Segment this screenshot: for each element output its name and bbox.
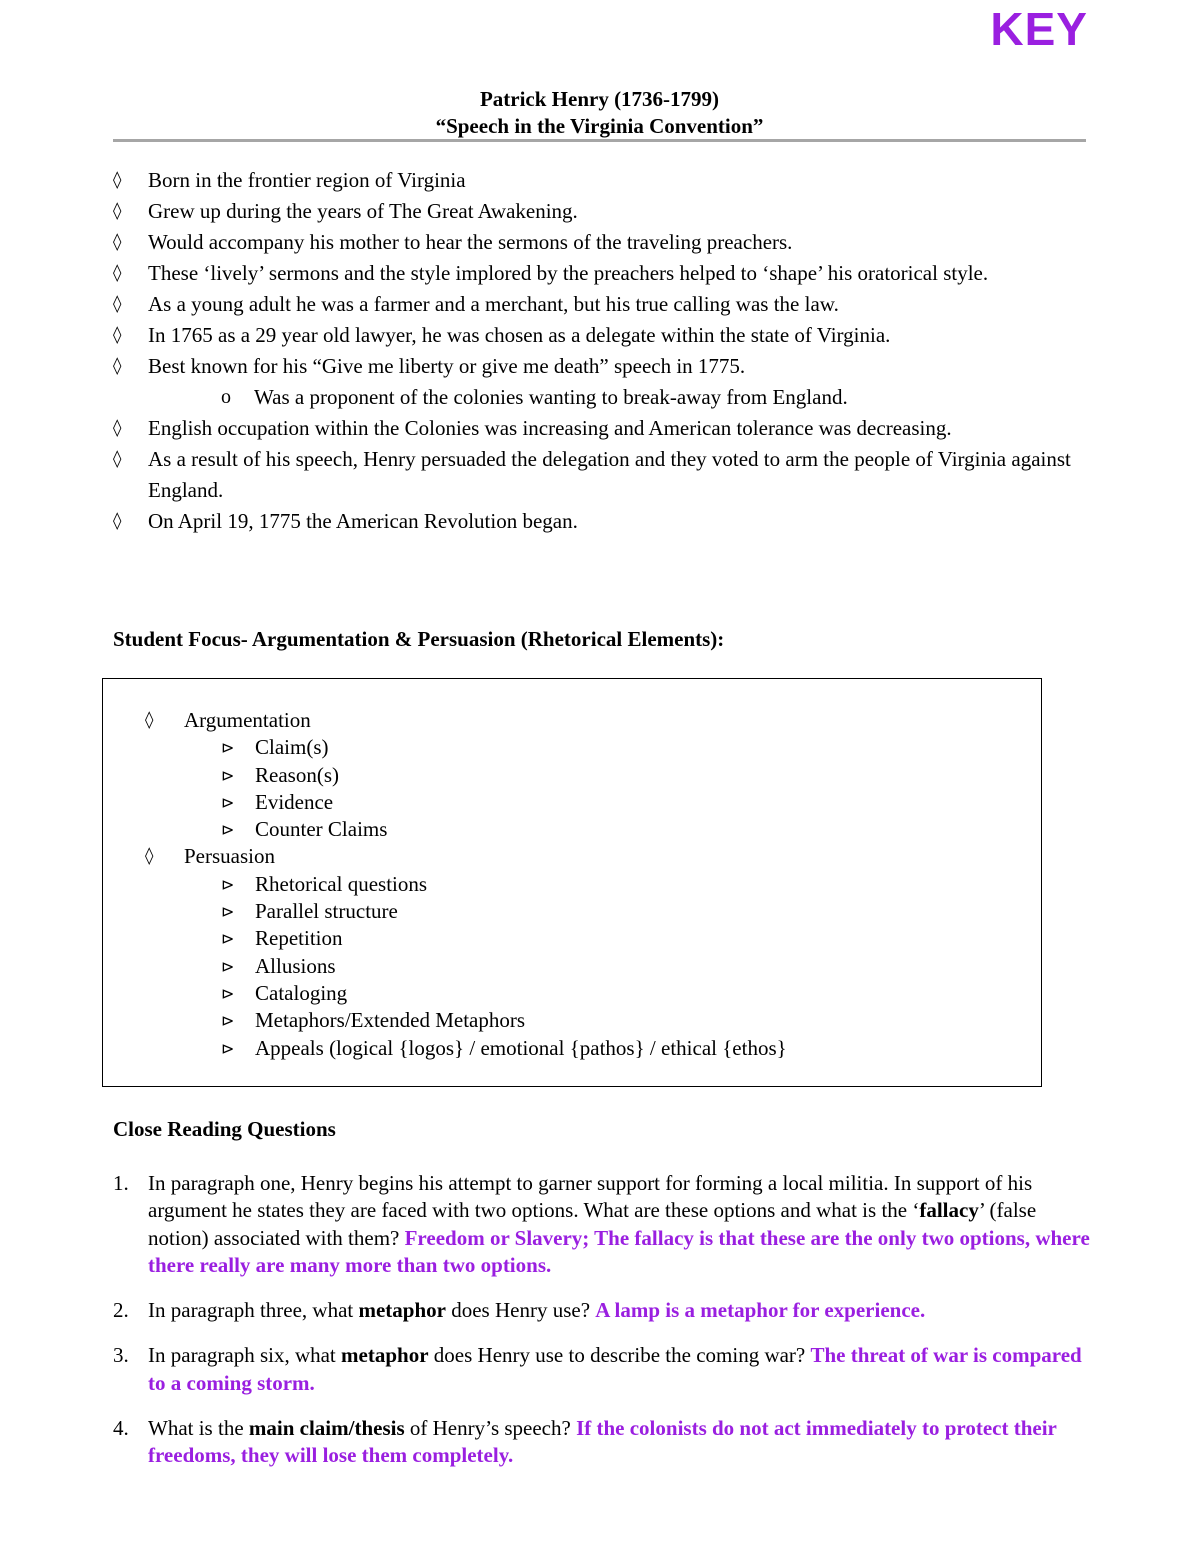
title-speech: “Speech in the Virginia Convention” bbox=[435, 114, 764, 138]
element-label: Allusions bbox=[255, 953, 336, 978]
bio-text: As a result of his speech, Henry persuaded the delegation and they voted to arm the people of Virginia against England. bbox=[148, 447, 1071, 502]
diamond-bullet-icon: ◊ bbox=[113, 325, 122, 345]
diamond-bullet-icon: ◊ bbox=[113, 449, 122, 469]
triangle-bullet-icon: ⊳ bbox=[221, 983, 235, 1003]
question-item bbox=[113, 1170, 1093, 1279]
biography-list bbox=[113, 165, 1093, 537]
triangle-bullet-icon: ⊳ bbox=[221, 738, 235, 758]
diamond-bullet-icon: ◊ bbox=[113, 356, 122, 376]
triangle-bullet-icon: ⊳ bbox=[221, 956, 235, 976]
bio-subitem bbox=[113, 382, 1093, 413]
category-label: Argumentation bbox=[184, 708, 311, 732]
bio-item bbox=[113, 444, 1093, 506]
element-item bbox=[145, 1007, 787, 1034]
element-item bbox=[145, 898, 787, 925]
element-item bbox=[145, 734, 787, 761]
student-focus-heading: Student Focus- Argumentation & Persuasion (Rhetorical Elements): bbox=[113, 627, 725, 651]
question-number: 4. bbox=[113, 1416, 129, 1441]
bio-text: These ‘lively’ sermons and the style implored by the preachers helped to ‘shape’ his oratorical style. bbox=[148, 261, 989, 285]
answer-text: The threat of war is compared to a coming storm. bbox=[148, 1343, 1082, 1395]
diamond-bullet-icon: ◊ bbox=[145, 846, 154, 867]
question-text: In paragraph one, Henry begins his attempt to garner support for forming a local militia. In support of his argument he states they are faced with two options. What are these options and what is the ‘ bbox=[148, 1171, 1033, 1223]
triangle-bullet-icon: ⊳ bbox=[221, 929, 235, 949]
answer-text: A lamp is a metaphor for experience. bbox=[595, 1298, 926, 1323]
bio-text: As a young adult he was a farmer and a merchant, but his true calling was the law. bbox=[148, 292, 839, 316]
bio-item bbox=[113, 413, 1093, 444]
answer-key-label: KEY bbox=[990, 3, 1088, 55]
answer-text: If the colonists do not act immediately to protect their freedoms, they will lose them completely. bbox=[148, 1416, 1057, 1468]
bio-item bbox=[113, 196, 1093, 227]
element-item bbox=[145, 925, 787, 952]
triangle-bullet-icon: ⊳ bbox=[221, 1038, 235, 1058]
bio-text: Best known for his “Give me liberty or give me death” speech in 1775. bbox=[148, 354, 746, 378]
triangle-bullet-icon: ⊳ bbox=[221, 902, 235, 922]
question-term: main claim/thesis bbox=[248, 1416, 405, 1441]
close-reading-heading: Close Reading Questions bbox=[113, 1117, 336, 1141]
triangle-bullet-icon: ⊳ bbox=[221, 792, 235, 812]
bio-item bbox=[113, 351, 1093, 382]
question-text: of Henry’s speech? bbox=[404, 1416, 577, 1441]
bio-text: Was a proponent of the colonies wanting to break-away from England. bbox=[254, 385, 848, 409]
element-item bbox=[145, 816, 787, 843]
element-item bbox=[145, 953, 787, 980]
element-label: Counter Claims bbox=[255, 817, 388, 842]
diamond-bullet-icon: ◊ bbox=[113, 418, 122, 438]
triangle-bullet-icon: ⊳ bbox=[221, 874, 235, 894]
question-item bbox=[113, 1415, 1093, 1470]
question-text: ’ (false notion) associated with them? bbox=[148, 1198, 1037, 1250]
element-item bbox=[145, 871, 787, 898]
title-divider bbox=[113, 139, 1086, 142]
question-text: In paragraph three, what bbox=[148, 1298, 359, 1323]
diamond-bullet-icon: ◊ bbox=[113, 511, 122, 531]
diamond-bullet-icon: ◊ bbox=[113, 263, 122, 283]
rhetorical-elements-list bbox=[145, 707, 787, 1062]
diamond-bullet-icon: ◊ bbox=[113, 170, 122, 190]
document-title bbox=[113, 86, 1086, 140]
bio-item bbox=[113, 506, 1093, 537]
circle-bullet-icon: o bbox=[221, 386, 231, 408]
title-author: Patrick Henry (1736-1799) bbox=[479, 87, 720, 111]
element-item bbox=[145, 980, 787, 1007]
question-item bbox=[113, 1297, 1093, 1324]
question-number: 3. bbox=[113, 1343, 129, 1368]
element-label: Parallel structure bbox=[255, 899, 398, 924]
answer-text: Freedom or Slavery; The fallacy is that these are the only two options, where there really are many more than two options. bbox=[148, 1225, 1090, 1277]
element-label: Cataloging bbox=[255, 980, 348, 1005]
element-item bbox=[145, 762, 787, 789]
bio-item bbox=[113, 227, 1093, 258]
element-label: Metaphors/Extended Metaphors bbox=[255, 1008, 526, 1033]
category-argumentation bbox=[145, 707, 787, 734]
bio-text: In 1765 as a 29 year old lawyer, he was chosen as a delegate within the state of Virginia. bbox=[148, 323, 891, 347]
diamond-bullet-icon: ◊ bbox=[113, 232, 122, 252]
question-term: metaphor bbox=[341, 1343, 429, 1368]
question-term: metaphor bbox=[358, 1298, 446, 1323]
question-number: 2. bbox=[113, 1298, 129, 1323]
question-text: In paragraph six, what bbox=[148, 1343, 342, 1368]
diamond-bullet-icon: ◊ bbox=[113, 201, 122, 221]
element-label: Repetition bbox=[255, 926, 343, 951]
bio-item bbox=[113, 165, 1093, 196]
element-label: Appeals (logical {logos} / emotional {pathos} / ethical {ethos} bbox=[255, 1035, 787, 1060]
rhetorical-elements-box bbox=[102, 678, 1042, 1087]
element-label: Rhetorical questions bbox=[255, 871, 428, 896]
element-label: Evidence bbox=[255, 789, 334, 814]
bio-item bbox=[113, 289, 1093, 320]
diamond-bullet-icon: ◊ bbox=[145, 710, 154, 730]
triangle-bullet-icon: ⊳ bbox=[221, 820, 235, 840]
category-label: Persuasion bbox=[184, 844, 275, 869]
bio-text: On April 19, 1775 the American Revolution began. bbox=[148, 509, 578, 533]
triangle-bullet-icon: ⊳ bbox=[221, 1011, 235, 1031]
bio-text: Born in the frontier region of Virginia bbox=[148, 168, 466, 192]
question-item bbox=[113, 1342, 1093, 1397]
question-text: What is the bbox=[148, 1416, 249, 1441]
element-label: Claim(s) bbox=[255, 735, 329, 760]
bio-text: Would accompany his mother to hear the sermons of the traveling preachers. bbox=[148, 230, 793, 254]
bio-text: Grew up during the years of The Great Awakening. bbox=[148, 199, 578, 223]
bio-text: English occupation within the Colonies was increasing and American tolerance was decreasing. bbox=[148, 416, 952, 440]
question-text: does Henry use to describe the coming war? bbox=[428, 1343, 811, 1368]
element-item bbox=[145, 1035, 787, 1062]
triangle-bullet-icon: ⊳ bbox=[221, 765, 235, 785]
category-persuasion bbox=[145, 843, 787, 870]
question-text: does Henry use? bbox=[445, 1298, 596, 1323]
bio-item bbox=[113, 320, 1093, 351]
questions-list bbox=[113, 1170, 1093, 1488]
element-label: Reason(s) bbox=[255, 762, 339, 787]
element-item bbox=[145, 789, 787, 816]
question-number: 1. bbox=[113, 1171, 129, 1195]
question-term: fallacy bbox=[919, 1198, 979, 1223]
bio-item bbox=[113, 258, 1093, 289]
diamond-bullet-icon: ◊ bbox=[113, 294, 122, 314]
